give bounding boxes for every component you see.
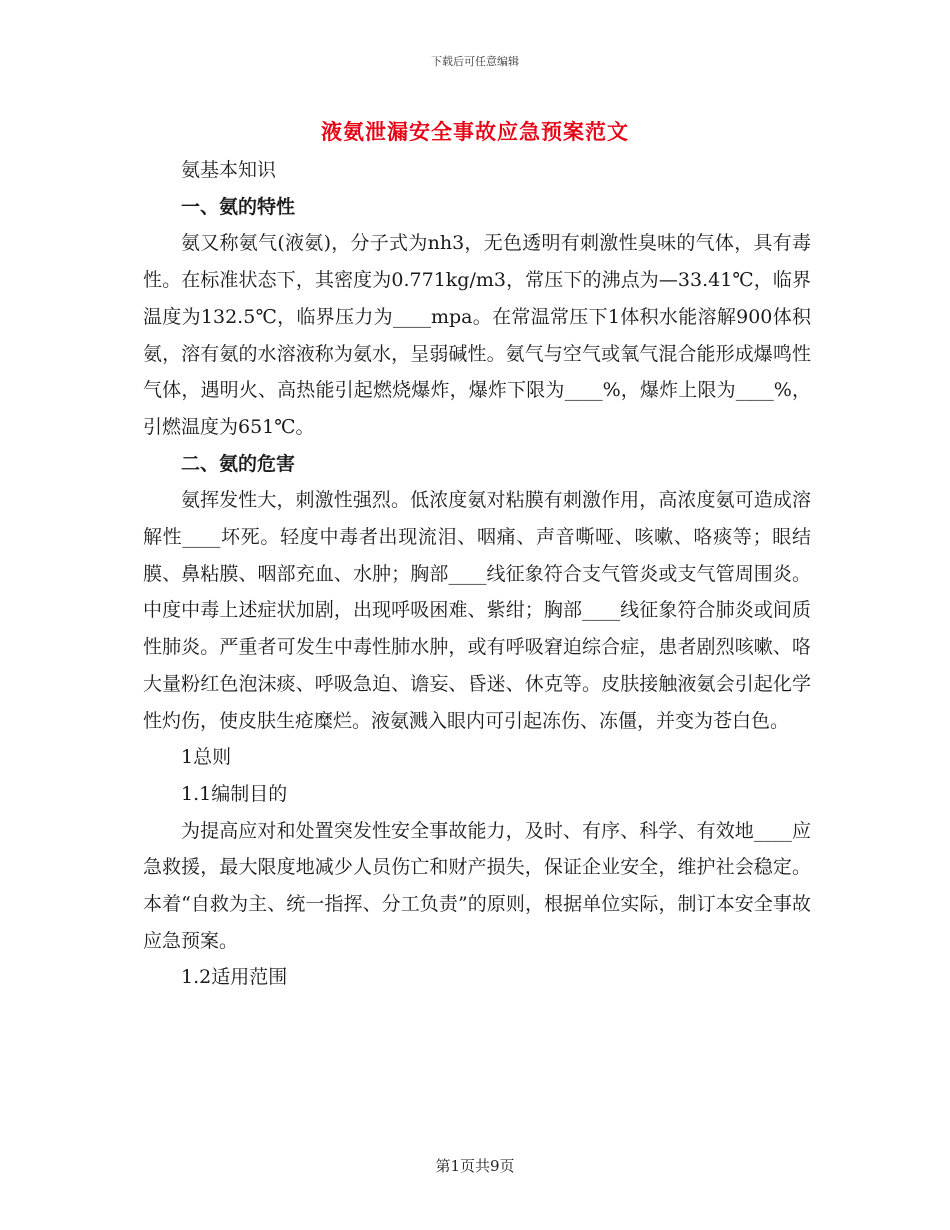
section-general: 1总则 — [181, 746, 232, 769]
paragraph-ammonia-hazards: 氨挥发性大，刺激性强烈。低浓度氨对粘膜有刺激作用，高浓度氨可造成溶解性____坏死。轻度中毒者出现流泪、咽痛、声音嘶哑、咳嗽、咯痰等；眼结膜、鼻粘膜、咽部充血、水肿；胸部____线征象符合支气管炎或支气管周围炎。中度中毒上述症状加剧，出现呼吸困难、紫绀；胸部____线征象符合肺炎或间质性肺炎。严重者可发生中毒性肺水肿，或有呼吸窘迫综合症，患者剧烈咳嗽、咯大量粉红色泡沫痰、呼吸急迫、谵妄、昏迷、休克等。皮肤接触液氨会引起化学性灼伤，使皮肤生疮糜烂。液氨溅入眼内可引起冻伤、冻僵，并变为苍白色。 — [143, 489, 811, 732]
heading-ammonia-hazards: 二、氨的危害 — [181, 452, 296, 475]
document-body — [143, 152, 811, 996]
document-title: 液氨泄漏安全事故应急预案范文 — [321, 119, 629, 144]
section-purpose: 1.1编制目的 — [181, 782, 288, 805]
paragraph-ammonia-properties: 氨又称氨气(液氨)，分子式为nh3，无色透明有刺激性臭味的气体，具有毒性。在标准状态下，其密度为0.771kg/m3，常压下的沸点为—33.41℃，临界温度为132.5℃，临界压力为____mpa。在常温常压下1体积水能溶解900体积氨，溶有氨的水溶液称为氨水，呈弱碱性。氨气与空气或氧气混合能形成爆鸣性气体，遇明火、高热能引起燃烧爆炸，爆炸下限为____%，爆炸上限为____%，引燃温度为651℃。 — [143, 232, 811, 438]
paragraph-ammonia-basics: 氨基本知识 — [181, 159, 277, 181]
section-scope: 1.2适用范围 — [181, 966, 288, 989]
header-note: 下载后可任意编辑 — [431, 55, 519, 68]
heading-ammonia-properties: 一、氨的特性 — [181, 195, 296, 218]
paragraph-purpose: 为提高应对和处置突发性安全事故能力，及时、有序、科学、有效地____应急救援，最大限度地减少人员伤亡和财产损失，保证企业安全，维护社会稳定。本着“自救为主、统一指挥、分工负责”的原则，根据单位实际，制订本安全事故应急预案。 — [143, 819, 811, 952]
page-number: 第1页共9页 — [435, 1157, 515, 1175]
